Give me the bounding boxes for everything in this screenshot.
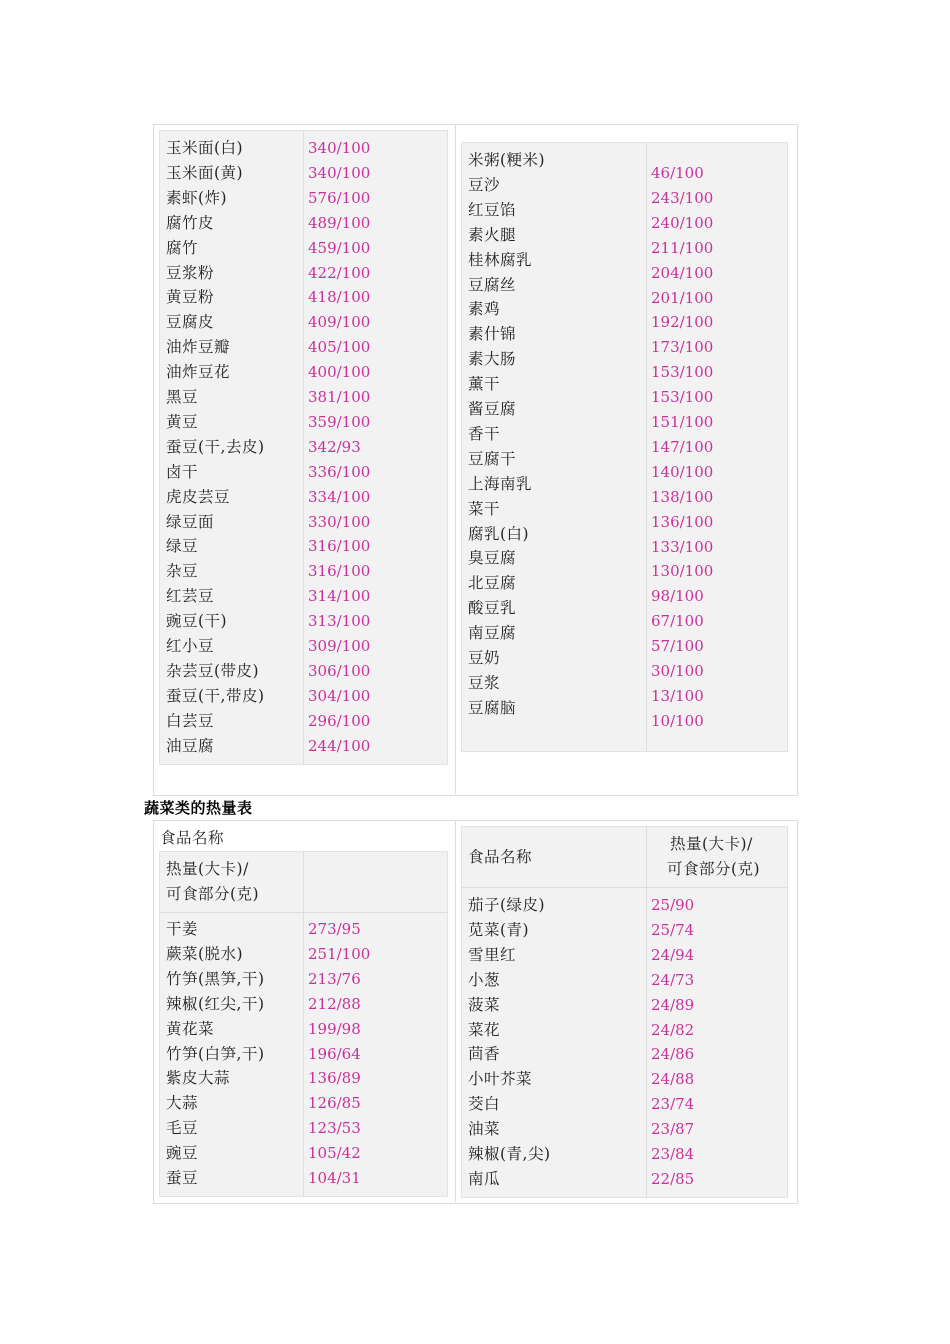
food-name: 蚕豆 [166, 1169, 199, 1187]
calorie-value: 10/100 [651, 711, 704, 730]
food-name: 蚕豆(干,去皮) [166, 437, 265, 456]
calorie-value: 123/53 [308, 1119, 361, 1138]
food-name: 南豆腐 [468, 624, 517, 643]
food-name: 薰干 [468, 375, 501, 394]
calorie-value: 25/90 [651, 896, 695, 914]
calorie-value: 359/100 [308, 412, 371, 431]
food-name: 豆腐脑 [468, 698, 517, 717]
food-name: 竹笋(白笋,干) [166, 1044, 265, 1063]
food-name: 红芸豆 [166, 587, 215, 606]
food-name: 干姜 [166, 920, 199, 938]
column-divider [303, 131, 304, 764]
calorie-value: 136/89 [308, 1069, 361, 1088]
calorie-value: 23/87 [651, 1120, 695, 1139]
food-name: 竹笋(黑笋,干) [166, 969, 265, 988]
food-name: 绿豆 [166, 537, 199, 556]
calorie-value: 151/100 [651, 413, 714, 431]
calorie-value: 24/82 [651, 1020, 695, 1039]
food-name: 绿豆面 [166, 512, 215, 531]
calorie-value: 57/100 [651, 637, 704, 656]
calorie-value: 418/100 [308, 288, 371, 307]
calorie-value: 240/100 [651, 213, 714, 232]
calorie-value: 405/100 [308, 338, 371, 357]
food-name: 素虾(炸) [166, 188, 228, 207]
food-name: 素火腿 [468, 225, 517, 244]
food-name: 杂豆 [166, 562, 199, 581]
food-name: 素鸡 [468, 300, 501, 319]
food-name: 毛豆 [166, 1119, 199, 1138]
calorie-value: 313/100 [308, 612, 371, 631]
food-name: 上海南乳 [468, 474, 533, 493]
calorie-value: 126/85 [308, 1094, 361, 1113]
food-name: 酸豆乳 [468, 599, 517, 618]
calorie-value: 381/100 [308, 388, 371, 406]
left-caption: 食品名称 [160, 829, 225, 847]
calorie-value: 30/100 [651, 662, 704, 680]
food-name: 素大肠 [468, 350, 517, 369]
food-name: 腐竹皮 [166, 213, 215, 232]
food-name: 红豆馅 [468, 200, 517, 219]
calorie-value: 201/100 [651, 288, 714, 307]
food-name: 菜干 [468, 499, 501, 518]
food-name: 豌豆 [166, 1144, 199, 1163]
food-name: 玉米面(白) [166, 139, 244, 157]
food-name: 茭白 [468, 1095, 501, 1114]
food-name: 蕨菜(脱水) [166, 944, 244, 963]
calorie-value: 576/100 [308, 188, 371, 207]
calorie-value: 104/31 [308, 1169, 361, 1187]
calorie-value: 105/42 [308, 1144, 361, 1163]
food-name: 大蒜 [166, 1094, 199, 1113]
calorie-value: 273/95 [308, 920, 361, 938]
calorie-value: 138/100 [651, 487, 714, 506]
food-name: 小葱 [468, 970, 501, 989]
calorie-value: 153/100 [651, 363, 714, 382]
calorie-value: 147/100 [651, 437, 714, 456]
calorie-value: 23/74 [651, 1095, 695, 1114]
calorie-value: 316/100 [308, 562, 371, 581]
food-name: 腐乳(白) [468, 524, 530, 543]
calorie-value: 98/100 [651, 587, 704, 606]
food-name: 辣椒(红尖,干) [166, 994, 265, 1013]
food-name: 白芸豆 [166, 711, 215, 730]
food-name: 豆腐皮 [166, 313, 215, 332]
calorie-value: 196/64 [308, 1044, 361, 1063]
food-name: 菠菜 [468, 995, 501, 1014]
calorie-value: 199/98 [308, 1019, 361, 1038]
calorie-value: 314/100 [308, 587, 371, 606]
calorie-value: 25/74 [651, 920, 695, 939]
food-name: 黄豆粉 [166, 288, 215, 307]
food-name: 黑豆 [166, 388, 199, 406]
food-name: 黄豆 [166, 412, 199, 431]
calorie-value: 204/100 [651, 263, 714, 282]
calorie-value: 213/76 [308, 969, 361, 988]
calorie-value: 330/100 [308, 512, 371, 531]
food-name: 豆沙 [468, 175, 501, 194]
food-name: 豌豆(干) [166, 612, 228, 631]
food-name: 黄花菜 [166, 1019, 215, 1038]
calorie-value: 296/100 [308, 711, 371, 730]
food-name: 素什锦 [468, 325, 517, 344]
left-header-line2: 可食部分(克) [166, 885, 260, 903]
header-divider [462, 887, 787, 888]
food-name: 卤干 [166, 462, 199, 481]
calorie-value: 24/94 [651, 945, 695, 964]
food-name: 香干 [468, 424, 501, 443]
calorie-value: 334/100 [308, 487, 371, 506]
calorie-value: 22/85 [651, 1169, 695, 1188]
calorie-value: 130/100 [651, 562, 714, 581]
food-name: 苋菜(青) [468, 920, 530, 939]
food-name: 蚕豆(干,带皮) [166, 686, 265, 705]
calorie-value: 153/100 [651, 388, 714, 407]
column-divider [646, 143, 647, 751]
vegetable-table-divider [455, 821, 456, 1202]
food-name: 虎皮芸豆 [166, 487, 231, 506]
food-name: 豆腐丝 [468, 275, 517, 294]
food-name: 油炸豆瓣 [166, 338, 231, 357]
calorie-value: 309/100 [308, 637, 371, 655]
right-header-line2: 可食部分(克) [667, 860, 761, 878]
section-title: 蔬菜类的热量表 [144, 799, 253, 817]
food-name: 臭豆腐 [468, 549, 517, 568]
food-name: 豆奶 [468, 649, 501, 667]
food-name: 北豆腐 [468, 574, 517, 593]
calorie-value: 24/88 [651, 1070, 695, 1089]
column-divider [646, 827, 647, 1197]
calorie-value: 211/100 [651, 238, 714, 257]
food-name: 雪里红 [468, 945, 517, 964]
calorie-value: 24/86 [651, 1045, 695, 1064]
calorie-value: 46/100 [651, 164, 704, 182]
calorie-value: 251/100 [308, 944, 371, 963]
header-divider [160, 912, 447, 913]
calorie-value: 136/100 [651, 512, 714, 531]
food-name: 腐竹 [166, 238, 199, 257]
calorie-value: 244/100 [308, 736, 371, 755]
left-header-line1: 热量(大卡)/ [166, 860, 249, 878]
right-header-name: 食品名称 [468, 848, 533, 866]
food-name: 辣椒(青,尖) [468, 1145, 551, 1163]
food-name: 玉米面(黄) [166, 163, 244, 182]
food-name: 油炸豆花 [166, 363, 231, 382]
calorie-value: 192/100 [651, 313, 714, 332]
calorie-value: 459/100 [308, 238, 371, 257]
calorie-value: 489/100 [308, 213, 371, 232]
food-name: 豆腐干 [468, 449, 517, 468]
calorie-value: 409/100 [308, 313, 371, 332]
right-header-line1: 热量(大卡)/ [670, 835, 753, 853]
column-divider [303, 852, 304, 1196]
food-name: 杂芸豆(带皮) [166, 661, 260, 680]
food-name: 紫皮大蒜 [166, 1069, 231, 1088]
calorie-value: 243/100 [651, 188, 714, 207]
food-name: 红小豆 [166, 637, 215, 655]
food-name: 酱豆腐 [468, 400, 517, 418]
food-name: 茴香 [468, 1045, 501, 1064]
food-name: 油菜 [468, 1120, 501, 1139]
food-name: 油豆腐 [166, 736, 215, 755]
food-name: 茄子(绿皮) [468, 896, 546, 914]
calorie-value: 422/100 [308, 263, 371, 282]
calorie-value: 306/100 [308, 661, 371, 680]
food-name: 桂林腐乳 [468, 250, 533, 269]
calorie-value: 140/100 [651, 462, 714, 481]
calorie-value: 23/84 [651, 1145, 695, 1163]
calorie-value: 316/100 [308, 537, 371, 556]
calorie-value: 340/100 [308, 163, 371, 182]
calorie-value: 133/100 [651, 537, 714, 556]
food-name: 米粥(粳米) [468, 151, 546, 169]
food-name: 豆浆 [468, 673, 501, 692]
calorie-value: 212/88 [308, 994, 361, 1013]
food-name: 小叶芥菜 [468, 1070, 533, 1089]
food-name: 南瓜 [468, 1169, 501, 1188]
calorie-value: 13/100 [651, 686, 704, 705]
calorie-value: 340/100 [308, 139, 371, 157]
calorie-value: 173/100 [651, 338, 714, 357]
calorie-value: 336/100 [308, 462, 371, 481]
food-name: 豆浆粉 [166, 263, 215, 282]
calorie-value: 342/93 [308, 437, 361, 456]
legume-table-divider [455, 125, 456, 794]
calorie-value: 400/100 [308, 363, 371, 382]
calorie-value: 24/73 [651, 970, 695, 989]
calorie-value: 24/89 [651, 995, 695, 1014]
food-name: 菜花 [468, 1020, 501, 1039]
calorie-value: 304/100 [308, 686, 371, 705]
calorie-value: 67/100 [651, 612, 704, 631]
